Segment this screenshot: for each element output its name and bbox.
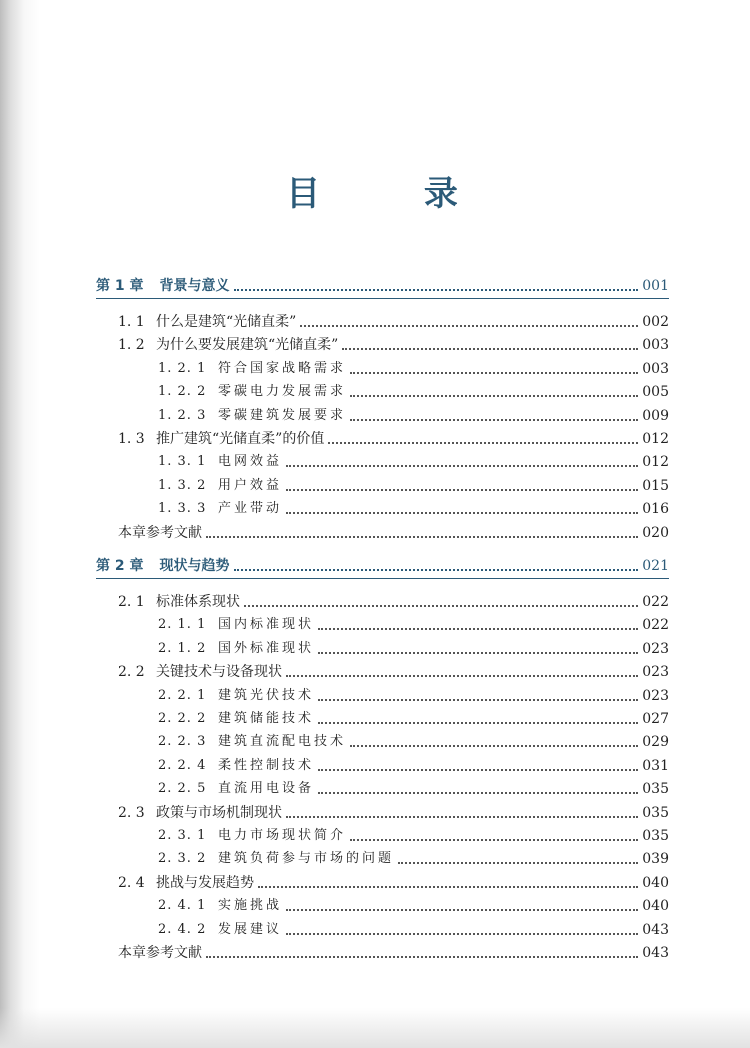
- dot-leader: [286, 909, 638, 911]
- section-title: 电网效益: [218, 454, 283, 469]
- section-number: 2. 2. 5: [158, 781, 207, 796]
- section-title: 零碳建筑发展要求: [218, 408, 347, 423]
- dot-leader: [318, 652, 638, 654]
- toc-subsection-row[interactable]: [158, 846, 669, 868]
- section-number: 2. 1. 2: [158, 641, 207, 656]
- section-title: 关键技术与设备现状: [156, 664, 282, 680]
- section-title: 建筑负荷参与市场的问题: [218, 851, 395, 866]
- section-title: 实施挑战: [218, 898, 283, 913]
- page-number: 035: [642, 781, 669, 797]
- chapter-title: 背景与意义: [159, 278, 230, 294]
- section-title: 建筑光伏技术: [218, 688, 315, 703]
- page-number: 031: [642, 758, 669, 774]
- chapter-number: 第 2 章: [96, 558, 144, 574]
- section-number: 2. 1. 1: [158, 617, 207, 632]
- page-number: 039: [642, 851, 669, 867]
- page-number: 009: [642, 408, 669, 424]
- section-number: 1. 2. 2: [158, 384, 207, 399]
- dot-leader: [350, 419, 638, 421]
- dot-leader: [286, 933, 638, 935]
- section-number: 1. 1: [118, 314, 145, 330]
- toc-chapter-row[interactable]: [96, 553, 669, 575]
- page-number: 021: [642, 558, 669, 574]
- dot-leader: [258, 886, 638, 888]
- section-number: 1. 2. 1: [158, 361, 207, 376]
- page-number: 023: [642, 688, 669, 704]
- page-number: 012: [642, 454, 669, 470]
- page-number: 001: [642, 278, 669, 294]
- dot-leader: [342, 348, 638, 350]
- dot-leader: [234, 289, 639, 291]
- dot-leader: [286, 675, 638, 677]
- toc-subsection-row[interactable]: [158, 753, 669, 775]
- dot-leader: [328, 442, 638, 444]
- section-title: 产业带动: [218, 501, 283, 516]
- page-shadow: [0, 1008, 750, 1048]
- dot-leader: [286, 512, 638, 514]
- page-number: 023: [642, 641, 669, 657]
- dot-leader: [318, 769, 638, 771]
- toc-subsection-row[interactable]: [158, 729, 669, 751]
- chapter-number: 第 1 章: [96, 278, 144, 294]
- section-number: 2. 4. 1: [158, 898, 207, 913]
- toc-title: 目 录: [286, 174, 504, 214]
- section-title: 零碳电力发展需求: [218, 384, 347, 399]
- section-number: 2. 3. 2: [158, 851, 207, 866]
- page-number: 035: [642, 828, 669, 844]
- toc-section-row[interactable]: [118, 659, 669, 681]
- section-number: 1. 3. 2: [158, 478, 207, 493]
- chapter-divider: [96, 298, 669, 299]
- toc-subsection-row[interactable]: [158, 379, 669, 401]
- page-number: 005: [642, 384, 669, 400]
- section-number: 2. 2. 1: [158, 688, 207, 703]
- section-number: 2. 3: [118, 805, 145, 821]
- section-number: 2. 2. 4: [158, 758, 207, 773]
- page-number: 003: [642, 361, 669, 377]
- page-number: 016: [642, 501, 669, 517]
- section-title: 本章参考文献: [118, 525, 202, 541]
- section-title: 直流用电设备: [218, 781, 315, 796]
- page-number: 040: [642, 875, 669, 891]
- chapter-divider: [96, 578, 669, 579]
- section-number: 1. 2: [118, 337, 145, 353]
- dot-leader: [286, 465, 638, 467]
- toc-subsection-row[interactable]: [158, 917, 669, 939]
- section-title: 为什么要发展建筑“光储直柔”: [156, 337, 339, 353]
- page-number: 027: [642, 711, 669, 727]
- dot-leader: [350, 839, 638, 841]
- dot-leader: [318, 792, 638, 794]
- dot-leader: [206, 956, 638, 958]
- section-number: 2. 4. 2: [158, 922, 207, 937]
- toc-subsection-row[interactable]: [158, 706, 669, 728]
- page-number: 043: [642, 922, 669, 938]
- toc-subsection-row[interactable]: [158, 636, 669, 658]
- toc-chapter-row[interactable]: [96, 273, 669, 295]
- dot-leader: [350, 395, 638, 397]
- section-title: 建筑直流配电技术: [218, 734, 347, 749]
- page-number: 003: [642, 337, 669, 353]
- dot-leader: [350, 745, 638, 747]
- section-title: 建筑储能技术: [218, 711, 315, 726]
- dot-leader: [318, 628, 638, 630]
- toc-section-row[interactable]: [118, 870, 669, 892]
- section-number: 2. 1: [118, 594, 145, 610]
- section-number: 1. 3. 3: [158, 501, 207, 516]
- toc-subsection-row[interactable]: [158, 473, 669, 495]
- dot-leader: [286, 489, 638, 491]
- section-title: 什么是建筑“光储直柔”: [156, 314, 297, 330]
- toc-subsection-row[interactable]: [158, 776, 669, 798]
- page-number: 035: [642, 805, 669, 821]
- dot-leader: [244, 605, 638, 607]
- page-number: 022: [642, 594, 669, 610]
- section-number: 1. 3. 1: [158, 454, 207, 469]
- section-title: 用户效益: [218, 478, 283, 493]
- section-number: 1. 2. 3: [158, 408, 207, 423]
- page-number: 040: [642, 898, 669, 914]
- section-title: 发展建议: [218, 922, 283, 937]
- dot-leader: [206, 536, 638, 538]
- section-title: 本章参考文献: [118, 945, 202, 961]
- toc-section-row[interactable]: [118, 309, 669, 331]
- toc-subsection-row[interactable]: [158, 893, 669, 915]
- toc-subsection-row[interactable]: [158, 496, 669, 518]
- page-number: 002: [642, 314, 669, 330]
- section-number: 2. 2. 3: [158, 734, 207, 749]
- toc-section-row[interactable]: [118, 589, 669, 611]
- toc-section-row[interactable]: [118, 800, 669, 822]
- toc-section-row[interactable]: [118, 332, 669, 354]
- page-number: 029: [642, 734, 669, 750]
- section-title: 国外标准现状: [218, 641, 315, 656]
- page-number: 022: [642, 617, 669, 633]
- dot-leader: [234, 569, 639, 571]
- page-number: 020: [642, 525, 669, 541]
- page-number: 023: [642, 664, 669, 680]
- dot-leader: [350, 372, 638, 374]
- section-title: 挑战与发展趋势: [156, 875, 254, 891]
- section-number: 2. 2: [118, 664, 145, 680]
- dot-leader: [318, 699, 638, 701]
- page-number: 043: [642, 945, 669, 961]
- section-title: 电力市场现状简介: [218, 828, 347, 843]
- toc-subsection-row[interactable]: [158, 356, 669, 378]
- toc-subsection-row[interactable]: [158, 683, 669, 705]
- dot-leader: [398, 862, 638, 864]
- dot-leader: [318, 722, 638, 724]
- section-title: 国内标准现状: [218, 617, 315, 632]
- page-number: 012: [642, 431, 669, 447]
- toc-references-row[interactable]: [118, 940, 669, 962]
- section-title: 政策与市场机制现状: [156, 805, 282, 821]
- page-number: 015: [642, 478, 669, 494]
- toc-references-row[interactable]: [118, 520, 669, 542]
- section-title: 推广建筑“光储直柔”的价值: [156, 431, 325, 447]
- toc-subsection-row[interactable]: [158, 823, 669, 845]
- section-number: 2. 4: [118, 875, 145, 891]
- section-number: 1. 3: [118, 431, 145, 447]
- section-title: 柔性控制技术: [218, 758, 315, 773]
- toc-subsection-row[interactable]: [158, 612, 669, 634]
- toc-subsection-row[interactable]: [158, 449, 669, 471]
- section-number: 2. 3. 1: [158, 828, 207, 843]
- toc-section-row[interactable]: [118, 426, 669, 448]
- section-number: 2. 2. 2: [158, 711, 207, 726]
- section-title: 符合国家战略需求: [218, 361, 347, 376]
- dot-leader: [300, 325, 638, 327]
- section-title: 标准体系现状: [156, 594, 240, 610]
- chapter-title: 现状与趋势: [159, 558, 230, 574]
- dot-leader: [286, 816, 638, 818]
- toc-subsection-row[interactable]: [158, 403, 669, 425]
